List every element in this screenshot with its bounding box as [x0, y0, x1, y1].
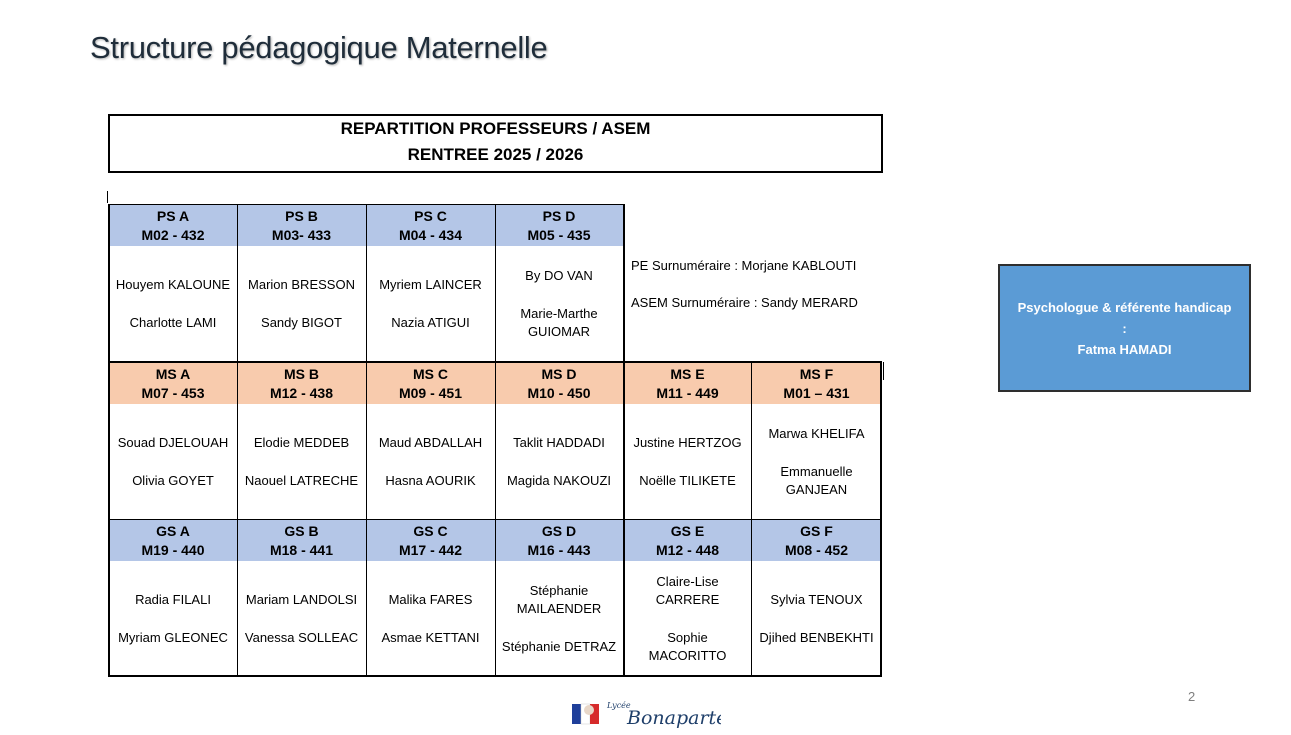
grid-line	[108, 204, 110, 676]
logo-small-text: Lycée	[607, 701, 631, 710]
asem-name: Sophie MACORITTO	[648, 629, 727, 663]
class-staff-cell	[752, 561, 881, 676]
class-header-ms-b	[237, 363, 366, 404]
header-line-2: RENTREE 2025 / 2026	[407, 145, 584, 164]
class-header-ps-b	[237, 205, 366, 246]
class-header-gs-e	[623, 520, 752, 561]
asem-name: Olivia GOYET	[132, 473, 214, 488]
page-number: 2	[1188, 689, 1196, 704]
asem-surnumeraire: ASEM Surnuméraire : Sandy MERARD	[631, 295, 858, 310]
class-room: M09 - 451	[398, 385, 463, 401]
teacher-name: Myriem LAINCER	[379, 277, 482, 292]
class-staff-cell	[366, 561, 495, 676]
grid-line	[108, 361, 882, 363]
logo-text: Bonaparte	[627, 707, 721, 729]
class-name: PS D	[542, 208, 576, 224]
class-name: MS D	[541, 366, 577, 382]
grid-line	[623, 204, 625, 676]
class-header-ps-a	[109, 205, 237, 246]
class-staff-cell	[752, 404, 881, 520]
teacher-name: Malika FARES	[388, 591, 473, 607]
teacher-name: Houyem KALOUNE	[115, 277, 231, 292]
grid-line	[237, 204, 238, 676]
grid-line	[108, 675, 882, 677]
header-line-1: REPARTITION PROFESSEURS / ASEM	[340, 119, 651, 138]
grid-line	[108, 204, 625, 205]
repartition-header	[108, 114, 883, 173]
class-staff-cell	[109, 404, 237, 520]
class-room: M12 - 438	[269, 385, 334, 401]
class-room: M12 - 448	[655, 542, 720, 558]
class-header-ms-d	[495, 363, 623, 404]
asem-name: Emmanuelle GANJEAN	[780, 464, 853, 497]
grid-line	[108, 519, 882, 520]
class-room: M07 - 453	[141, 385, 205, 401]
class-name: PS C	[414, 208, 447, 224]
class-room: M19 - 440	[141, 542, 205, 558]
teacher-name: Marion BRESSON	[248, 277, 355, 292]
class-name: GS A	[156, 523, 190, 539]
class-staff-cell	[237, 561, 366, 676]
class-header-ms-f	[752, 363, 881, 404]
class-room: M04 - 434	[398, 227, 463, 243]
class-room: M02 - 432	[141, 227, 205, 243]
psychologue-name: Fatma HAMADI	[1077, 341, 1172, 357]
class-header-gs-f	[752, 520, 881, 561]
class-name: GS C	[413, 523, 448, 539]
class-staff-cell	[495, 561, 623, 676]
asem-name: Noëlle TILIKETE	[639, 473, 736, 488]
class-name: PS B	[285, 208, 318, 224]
teacher-name: Mariam LANDOLSI	[245, 591, 358, 607]
asem-name: Magida NAKOUZI	[506, 473, 612, 488]
class-room: M17 - 442	[398, 542, 463, 558]
psychologue-title: Psychologue & référente handicap	[1017, 299, 1232, 315]
teacher-name: Sylvia TENOUX	[770, 591, 863, 607]
class-room: M05 - 435	[527, 227, 591, 243]
teacher-name: Elodie MEDDEB	[253, 435, 350, 450]
asem-name: Vanessa SOLLEAC	[244, 629, 359, 645]
class-staff-cell	[623, 561, 752, 676]
teacher-name: Stéphanie MAILAENDER	[516, 582, 602, 616]
class-name: MS B	[284, 366, 319, 382]
lycee-bonaparte-logo	[571, 698, 721, 730]
asem-name: Asmae KETTANI	[381, 629, 480, 645]
teacher-name: Radia FILALI	[135, 591, 211, 607]
class-staff-cell	[366, 404, 495, 520]
asem-name: Hasna AOURIK	[385, 473, 476, 488]
asem-name: Marie-Marthe GUIOMAR	[520, 306, 598, 339]
class-room: M16 - 443	[527, 542, 591, 558]
class-header-gs-b	[237, 520, 366, 561]
class-staff-cell	[237, 246, 366, 362]
slide-title: Structure pédagogique Maternelle	[90, 30, 548, 65]
class-staff-cell	[237, 404, 366, 520]
pe-surnumeraire: PE Surnuméraire : Morjane KABLOUTI	[631, 258, 857, 273]
class-header-ms-c	[366, 363, 495, 404]
grid-line	[495, 204, 496, 676]
asem-name: Charlotte LAMI	[129, 315, 217, 330]
class-name: GS F	[800, 523, 833, 539]
class-header-ps-d	[495, 205, 623, 246]
class-staff-cell	[109, 561, 237, 676]
class-header-gs-d	[495, 520, 623, 561]
class-staff-cell	[495, 246, 623, 362]
class-header-ms-e	[623, 363, 752, 404]
table-tick-mark	[107, 191, 108, 203]
class-header-gs-c	[366, 520, 495, 561]
class-room: M11 - 449	[656, 385, 719, 401]
logo-image	[571, 698, 721, 730]
teacher-name: Taklit HADDADI	[513, 435, 605, 450]
class-header-ms-a	[109, 363, 237, 404]
asem-name: Stéphanie DETRAZ	[501, 638, 617, 654]
asem-name: Sandy BIGOT	[261, 315, 342, 330]
class-name: MS F	[799, 366, 834, 382]
class-name: PS A	[156, 208, 190, 224]
asem-name: Djihed BENBEKHTI	[759, 629, 874, 645]
asem-name: Myriam GLEONEC	[118, 629, 228, 645]
class-name: GS B	[284, 523, 319, 539]
class-name: MS A	[155, 366, 191, 382]
teacher-name: Souad DJELOUAH	[117, 435, 229, 450]
class-header-gs-a	[109, 520, 237, 561]
class-staff-cell	[623, 404, 752, 520]
class-room: M10 - 450	[527, 385, 591, 401]
teacher-name: Marwa KHELIFA	[768, 426, 865, 441]
class-room: M18 - 441	[269, 542, 334, 558]
class-staff-cell	[109, 246, 237, 362]
teacher-name: Claire-Lise CARRERE	[655, 573, 720, 607]
psychologue-box	[998, 264, 1251, 392]
class-staff-cell	[495, 404, 623, 520]
class-name: MS C	[413, 366, 448, 382]
asem-name: Nazia ATIGUI	[391, 315, 470, 330]
class-name: MS E	[670, 366, 705, 382]
class-room: M08 - 452	[784, 542, 849, 558]
grid-line	[883, 362, 884, 380]
teacher-name: Justine HERTZOG	[633, 435, 742, 450]
psychologue-separator: :	[1122, 320, 1127, 336]
class-room: M01 – 431	[783, 385, 850, 401]
class-staff-cell	[366, 246, 495, 362]
asem-name: Naouel LATRECHE	[244, 473, 359, 488]
class-room: M03- 433	[271, 227, 332, 243]
class-header-ps-c	[366, 205, 495, 246]
teacher-name: Maud ABDALLAH	[378, 435, 483, 450]
grid-line	[366, 204, 367, 676]
teacher-name: By DO VAN	[525, 268, 593, 283]
class-name: GS D	[541, 523, 577, 539]
class-name: GS E	[670, 523, 705, 539]
